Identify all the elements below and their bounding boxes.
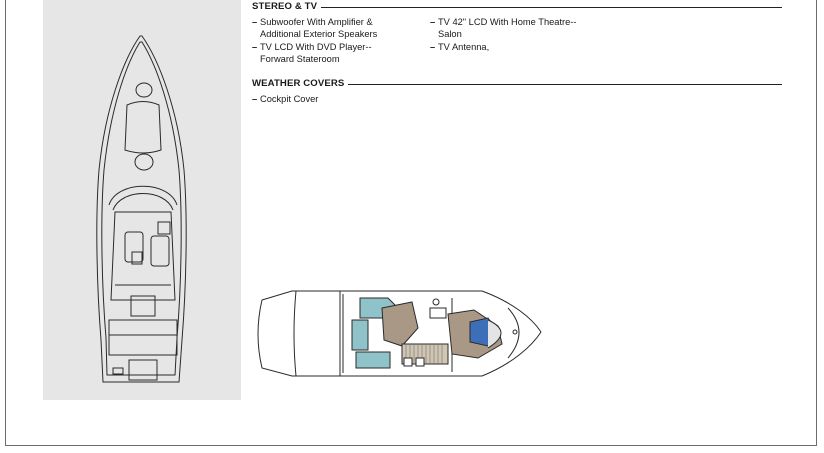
- item-line: TV LCD With DVD Player--: [260, 41, 372, 52]
- stereo-tv-header: [252, 1, 782, 13]
- weather-covers-section: [252, 78, 782, 104]
- list-item: [252, 41, 377, 66]
- section-divider: [252, 7, 782, 8]
- list-bullet: –: [430, 17, 436, 27]
- stereo-tv-section: [252, 1, 782, 65]
- item-line: TV Antenna,: [438, 41, 490, 52]
- list-item: [430, 41, 577, 53]
- item-line: Cockpit Cover: [260, 94, 319, 104]
- item-line: Subwoofer With Amplifier &: [260, 17, 373, 27]
- boat-layout-drawing: [252, 288, 544, 384]
- stereo-tv-right-column: [430, 16, 577, 53]
- list-item: [252, 16, 377, 41]
- list-item: [430, 16, 577, 41]
- item-line: TV 42" LCD With Home Theatre--: [438, 17, 577, 27]
- stereo-tv-left-column: [252, 16, 377, 66]
- item-line: Additional Exterior Speakers: [260, 29, 378, 40]
- weather-covers-header: [252, 78, 782, 90]
- boat-layout-plan: [252, 288, 544, 389]
- weather-covers-column: [252, 93, 318, 105]
- section-title: STEREO & TV: [252, 1, 321, 13]
- section-title: WEATHER COVERS: [252, 78, 348, 90]
- boat-top-view-drawing: [43, 0, 241, 400]
- item-line: Salon: [438, 29, 462, 40]
- list-bullet: –: [252, 41, 258, 52]
- list-item: [252, 93, 318, 105]
- list-bullet: –: [252, 94, 258, 104]
- boat-top-view-panel: [43, 0, 241, 400]
- list-bullet: –: [430, 41, 436, 52]
- list-bullet: –: [252, 17, 258, 27]
- item-line: Forward Stateroom: [260, 54, 340, 65]
